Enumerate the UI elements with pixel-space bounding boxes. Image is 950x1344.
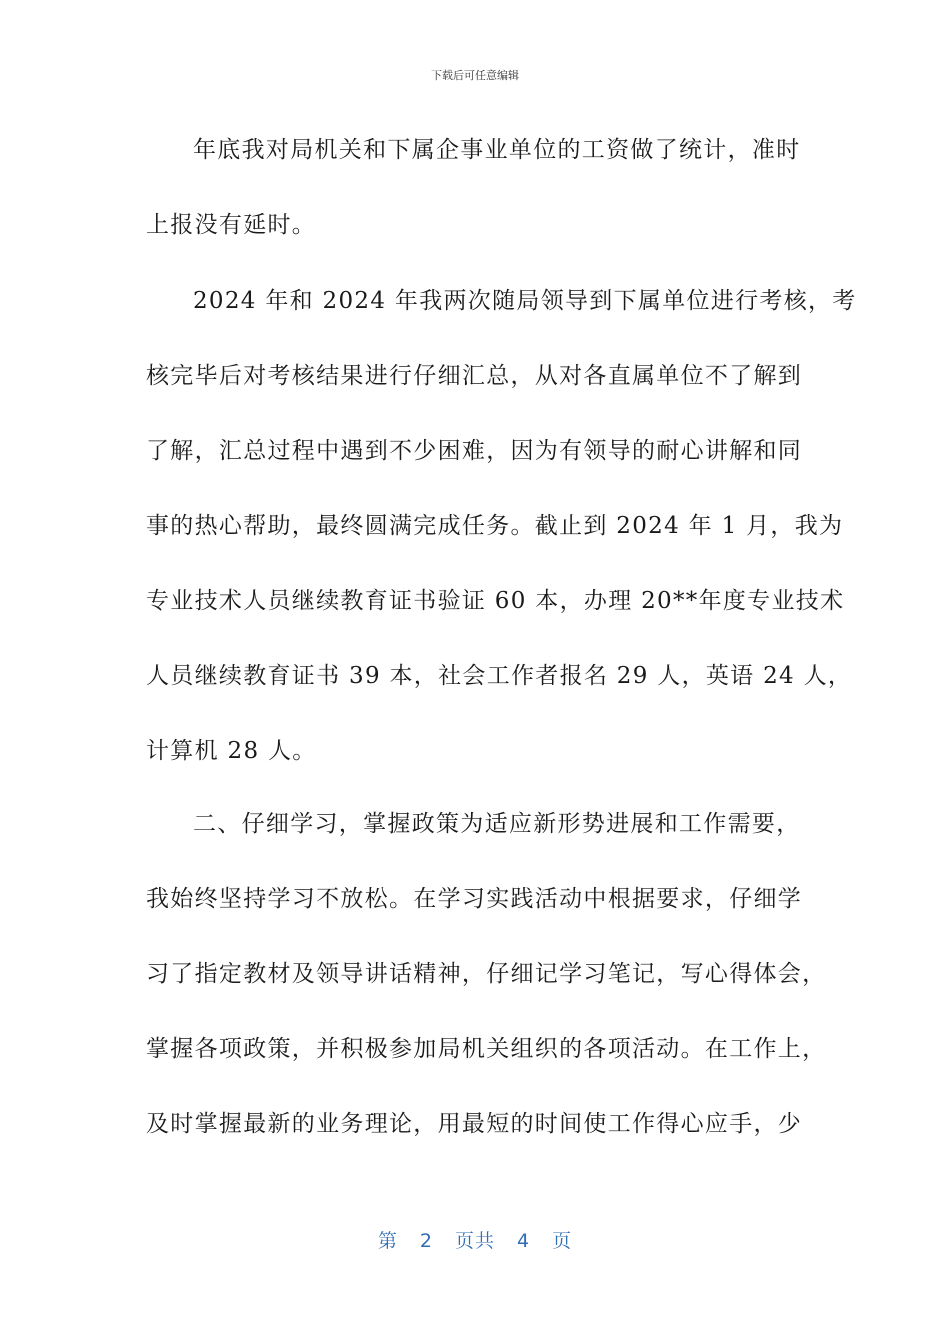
text-line: 习了指定教材及领导讲话精神，仔细记学习笔记，写心得体会， <box>146 961 827 987</box>
text-line: 了解，汇总过程中遇到不少困难，因为有领导的耐心讲解和同 <box>146 438 803 464</box>
text-line: 我始终坚持学习不放松。在学习实践活动中根据要求，仔细学 <box>146 886 803 912</box>
text-line: 及时掌握最新的业务理论，用最短的时间使工作得心应手，少 <box>146 1111 803 1137</box>
text-line: 上报没有延时。 <box>146 212 317 238</box>
text-line: 年底我对局机关和下属企事业单位的工资做了统计，准时 <box>193 137 801 163</box>
current-page-number: 2 <box>419 1230 433 1252</box>
text-line: 核完毕后对考核结果进行仔细汇总，从对各直属单位不了解到 <box>146 363 803 389</box>
text-line: 人员继续教育证书 39 本，社会工作者报名 29 人，英语 24 人， <box>146 663 853 689</box>
footer-suffix: 页 <box>552 1230 573 1252</box>
text-line: 2024 年和 2024 年我两次随局领导到下属单位进行考核，考 <box>193 288 857 314</box>
text-line: 计算机 28 人。 <box>146 738 317 764</box>
footer-prefix: 第 <box>377 1230 398 1252</box>
page-header-note: 下载后可任意编辑 <box>431 69 519 82</box>
text-line: 专业技术人员继续教育证书验证 60 本，办理 20**年度专业技术 <box>146 588 845 614</box>
footer-middle: 页共 <box>454 1230 495 1252</box>
text-line: 事的热心帮助，最终圆满完成任务。截止到 2024 年 1 月，我为 <box>146 513 844 539</box>
total-page-count: 4 <box>517 1230 531 1252</box>
text-line: 二、仔细学习，掌握政策为适应新形势进展和工作需要， <box>193 811 801 837</box>
page-footer <box>0 1226 950 1253</box>
text-line: 掌握各项政策，并积极参加局机关组织的各项活动。在工作上， <box>146 1036 827 1062</box>
